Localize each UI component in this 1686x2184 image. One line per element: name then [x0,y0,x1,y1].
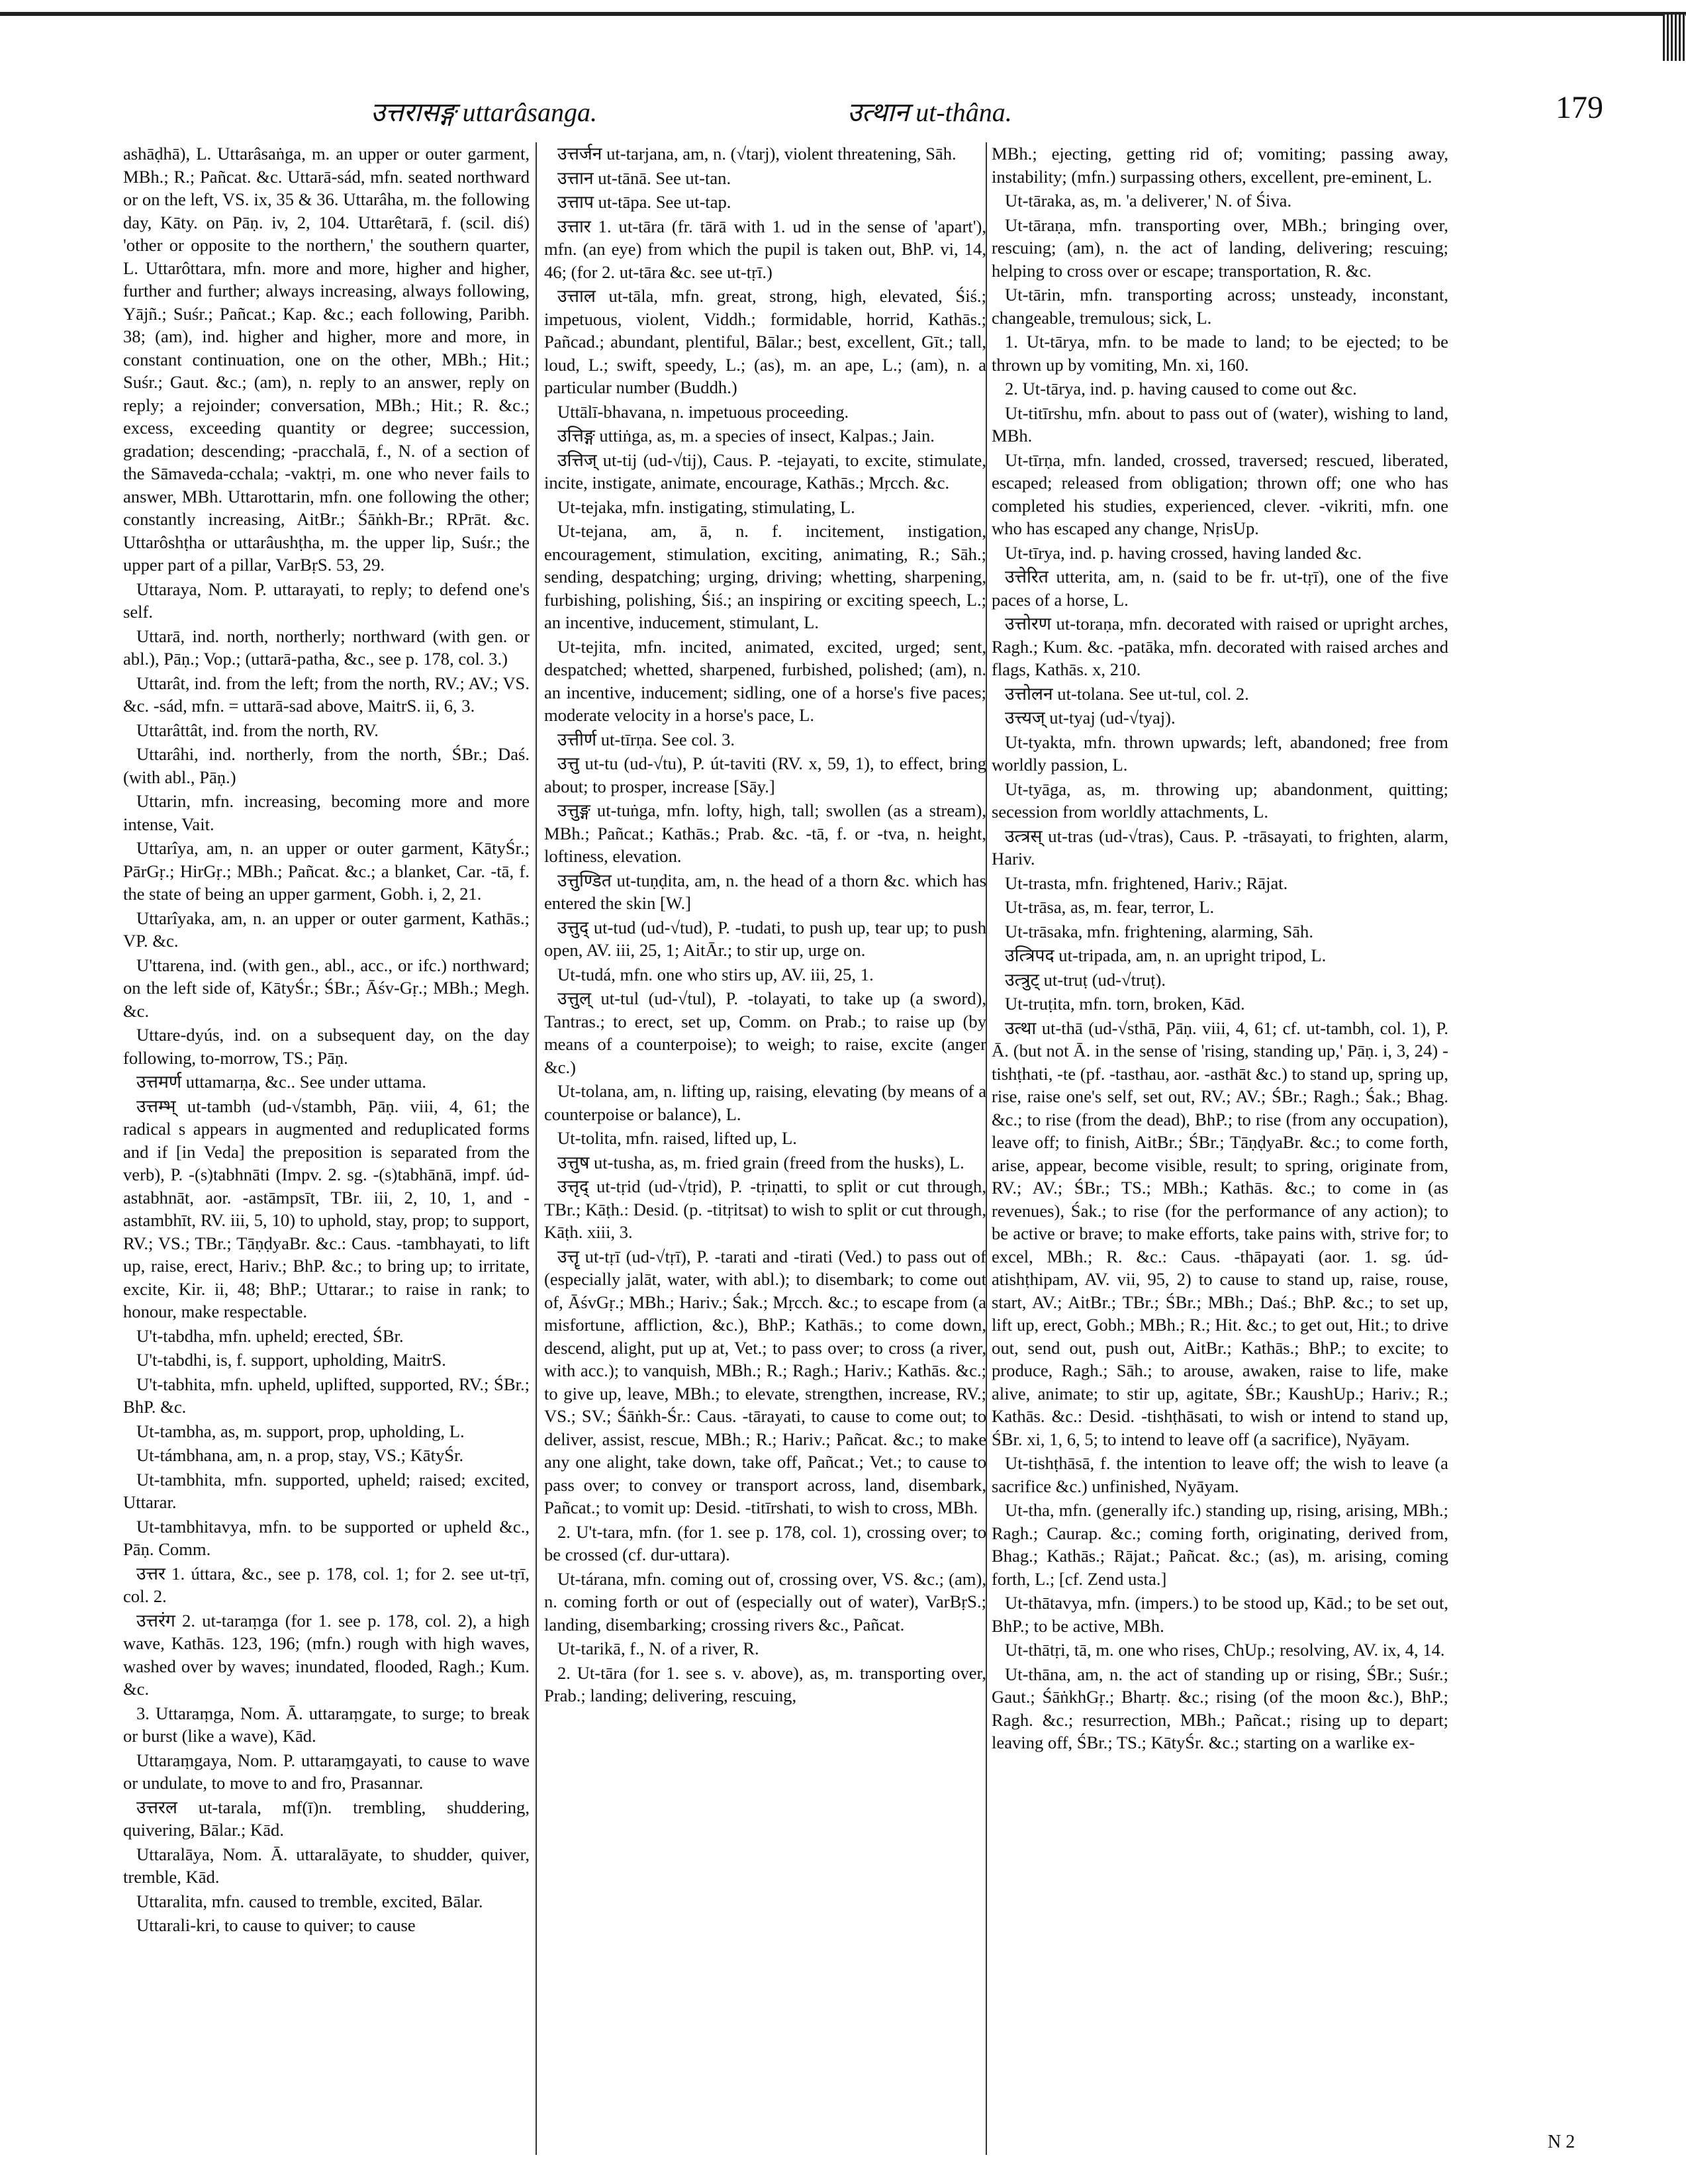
dictionary-entry: Ut-tāraka, as, m. 'a deliverer,' N. of Śiva. [1005,191,1292,211]
dictionary-entry: Ut-trasta, mfn. frightened, Hariv.; Rājat. [1005,873,1288,893]
dictionary-entry: Uttarā, ind. north, northerly; northward (with gen. or abl.), Pāṇ.; Vop.; (uttarā-patha, &c., see p. 178, col. 3.) [123,626,530,669]
dictionary-entry: उत्तोलन ut-tolana. See ut-tul, col. 2. [1005,683,1249,704]
dictionary-entry: Uttarîyaka, am, n. an upper or outer garment, Kathās.; VP. &c. [123,908,530,951]
dictionary-entry: Uttaraya, Nom. P. uttarayati, to reply; to defend one's self. [123,579,530,622]
dictionary-entry: ashāḍhā), L. Uttarâsaṅga, m. an upper or outer garment, MBh.; R.; Pañcat. &c. Uttarā-sád, mfn. seated northward or on the left, VS. ix, 35 & 36. Uttarâha, m. the following day, Kāty. on Pāṇ. iv, 2, 104. Uttarêtarā, f. (scil. diś) 'other or opposite to the northern,' the southern quarter, L. Uttarôttara, mfn. more and more, higher and higher, further and further; always increasing, always following, Yājñ.; Suśr.; Pañcat.; Kap. &c.; each following, Paribh. 38; (am), ind. higher and higher, more and more, in constant continuation, one on the other, MBh.; Hit.; Suśr.; Gaut. &c.; (am), n. reply to an answer, reply on reply; a rejoinder; conversation, MBh.; Hit.; R. &c.; excess, exceeding quantity or degree; succession, gradation; descending; -pracchalā, f., N. of a section of the Sāmaveda-cchala; -vaktṛi, m. one who never fails to answer, MBh. Uttarottarin, mfn. one following the other; constantly increasing, AitBr.; Śāṅkh-Br.; RPrāt. &c. Uttarôshṭha or uttarâushṭha, m. the upper lip, Suśr.; the upper part of a pillar, VarBṛS. 53, 29. [123,144,530,575]
dictionary-entry: Ut-tárana, mfn. coming out of, crossing over, VS. &c.; (am), n. coming forth or out of (especially out of water), VarBṛS.; landing, disembarking; crossing rivers &c., Pañcat. [544,1568,986,1635]
dictionary-entry: Ut-tejana, am, ā, n. f. incitement, instigation, encouragement, stimulation, exciting, animating, R.; Sāh.; sending, despatching; urging, driving; whetting, sharpening, furbishing, polishing, Śiś.; an inspiring or exciting speech, L.; an incentive, inducement, stimulant, L. [544,521,986,632]
dictionary-entry: U't-tabdha, mfn. upheld; erected, ŚBr. [136,1325,404,1346]
dictionary-entry: Uttaraṃgaya, Nom. P. uttaraṃgayati, to cause to wave or undulate, to move to and fro, Prasannar. [123,1750,530,1793]
dictionary-entry: उत्तुद् ut-tud (ud-√tud), P. -tudati, to push up, tear up; to push open, AV. iii, 25, 1; AitĀr.; to stir up, urge on. [544,917,986,960]
dictionary-entry: उत्तृद् ut-tṛid (ud-√tṛid), P. -tṛiṇatti, to split or cut through, TBr.; Kāṭh.: Desid. (p. -titṛitsat) to wish to split or cut through, Kāṭh. xiii, 3. [544,1176,986,1242]
dictionary-entry: उत्तम्भ् ut-tambh (ud-√stambh, Pāṇ. viii, 4, 61; the radical s appears in augmented and reduplicated forms and if [in Veda] the preposition is separated from the verb), P. -(s)tabhnāti (Impv. 2. sg. -(s)tabhānā, impf. úd-astabhnāt, aor. -astāmpsīt, TBr. iii, 2, 10, 1, and -astambhīt, RV. iii, 5, 10) to uphold, stay, prop; to support, RV.; VS.; TBr.; TāṇḍyaBr. &c.: Caus. -tambhayati, to lift up, raise, erect, Hariv.; BhP. &c.; to bring up; to irritate, excite, Kir. ii, 48; BhP.; Uttarar.; to raise in rank; to honour, make respectable. [123,1096,530,1321]
edge-scan-mark [1663,15,1685,61]
dictionary-entry: Ut-trāsa, as, m. fear, terror, L. [1005,897,1215,917]
dictionary-entry: उत्त्रस् ut-tras (ud-√tras), Caus. P. -trāsayati, to frighten, alarm, Hariv. [992,826,1448,869]
dictionary-entry: 1. Ut-tārya, mfn. to be made to land; to be ejected; to be thrown up by vomiting, Mn. xi, 160. [992,332,1448,375]
column-2-entries [544,142,986,1707]
dictionary-entry: Ut-támbhana, am, n. a prop, stay, VS.; KātyŚr. [136,1445,464,1465]
dictionary-entry: Ut-tarikā, f., N. of a river, R. [557,1638,759,1658]
dictionary-entry: Ut-tārin, mfn. transporting across; unsteady, inconstant, changeable, tremulous; sick, L. [992,285,1448,328]
dictionary-entry: Ut-tolana, am, n. lifting up, raising, elevating (by means of a counterpoise or balance), L. [544,1081,986,1124]
dictionary-entry: Ut-thātavya, mfn. (impers.) to be stood up, Kād.; to be set out, BhP.; to be active, MBh. [992,1593,1448,1636]
dictionary-entry: उत्त्रुट् ut-truṭ (ud-√truṭ). [1005,969,1166,990]
dictionary-entry: उत्था ut-thā (ud-√sthā, Pāṇ. viii, 4, 61; cf. ut-tambh, col. 1), P. Ā. (but not Ā. in the sense of 'rising, standing up,' Pāṇ. i, 3, 24) -tishṭhati, -te (pf. -tasthau, aor. -asthāt &c.) to stand up, spring up, rise, raise one's self, set out, RV.; AV.; ŚBr.; Ragh.; Śak.; Bhag. &c.; to rise (from the dead), BhP.; to rise (from any occupation), leave off; to finish, AitBr.; ŚBr.; TāṇḍyaBr. &c.; to come forth, arise, appear, become visible, result; to spring, originate from, RV.; AV.; ŚBr.; TS.; MBh.; Kathās. &c.; to come in (as revenues), Śak.; to rise (for the performance of any action); to be active or brave; to make efforts, take pains with, strive for; to excel, MBh.; R. &c.: Caus. -thāpayati (aor. 1. sg. úd-atishṭhipam, AV. vii, 95, 2) to cause to stand up, raise, rouse, start, AV.; AitBr.; TBr.; ŚBr.; MBh.; Daś.; BhP. &c.; to set up, lift up, erect, Gobh.; MBh.; R.; Hit. &c.; to get out, Hit.; to drive out, send out, push out, AitBr.; Kathās.; BhP.; to excite; to produce, Ragh.; Sāh.; to arouse, awaken, raise to life, make alive, animate; to stir up, agitate, ŚBr.; KaushUp.; Hariv.; R.; Kathās. &c.: Desid. -tishṭhāsati, to wish or intend to stand up, ŚBr. xi, 1, 6, 5; to intend to leave off (a sacrifice), Nyāyam. [992,1018,1448,1449]
dictionary-entry: 2. U't-tara, mfn. (for 1. see p. 178, col. 1), crossing over; to be crossed (cf. dur-uttara). [544,1521,986,1564]
dictionary-entry: उत्तेरित utterita, am, n. (said to be fr. ut-tṛī), one of the five paces of a horse, L. [992,567,1448,610]
dictionary-entry: Ut-tīrṇa, mfn. landed, crossed, traversed; rescued, liberated, escaped; released from obligation; thrown off; one who has completed his studies, experienced, clever. -vikriti, mfn. one who has escaped any change, NṛisUp. [992,450,1448,538]
dictionary-entry: उत्ताल ut-tāla, mfn. great, strong, high, elevated, Śiś.; impetuous, violent, Viddh.; formidable, horrid, Kathās.; Pañcad.; abundant, plentiful, Bālar.; best, excellent, Gīt.; tall, loud, L.; swift, speedy, L.; (as), m. an ape, L.; (am), n. a particular number (Buddh.) [544,286,986,397]
column-1 [123,142,530,1938]
dictionary-entry: U'ttarena, ind. (with gen., abl., acc., or ifc.) northward; on the left side of, KātyŚr.; ŚBr.; Āśv-Gṛ.; MBh.; Megh. &c. [123,955,530,1021]
dictionary-entry: 2. Ut-tārya, ind. p. having caused to come out &c. [1005,379,1357,399]
dictionary-entry: Ut-tyakta, mfn. thrown upwards; left, abandoned; free from worldly passion, L. [992,732,1448,775]
dictionary-entry: Ut-truṭita, mfn. torn, broken, Kād. [1005,994,1245,1014]
dictionary-entry: U't-tabdhi, is, f. support, upholding, MaitrS. [136,1350,446,1370]
dictionary-entry: उत्तु ut-tu (ud-√tu), P. út-taviti (RV. x, 59, 1), to effect, bring about; to prosper, increase [Sāy.] [544,753,986,796]
dictionary-entry: उत्त्यज् ut-tyaj (ud-√tyaj). [1005,708,1176,728]
dictionary-entry: Ut-tishṭhāsā, f. the intention to leave off; the wish to leave (a sacrifice &c.) unfinished, Nyāyam. [992,1453,1448,1496]
signature-mark: N 2 [1548,2132,1575,2152]
dictionary-entry: उत्तर 1. úttara, &c., see p. 178, col. 1; for 2. see ut-tṛī, col. 2. [123,1563,530,1606]
column-3 [992,142,1448,1756]
dictionary-entry: 3. Uttaraṃga, Nom. Ā. uttaraṃgate, to surge; to break or burst (like a wave), Kād. [123,1703,530,1746]
dictionary-entry: Ut-tha, mfn. (generally ifc.) standing up, rising, arising, MBh.; Ragh.; Caurap. &c.; coming forth, originating, derived from, Bhag.; Kathās.; Rājat.; Pañcat. &c.; (as), m. arising, coming forth, L.; [cf. Zend usta.] [992,1500,1448,1589]
column-3-entries [992,142,1448,1754]
dictionary-entry: Ut-tambhitavya, mfn. to be supported or upheld &c., Pāṇ. Comm. [123,1516,530,1559]
dictionary-entry: उत्तुण्डित ut-tuṇḍita, am, n. the head of a thorn &c. which has entered the skin [W.] [544,870,986,913]
dictionary-entry: U't-tabhita, mfn. upheld, uplifted, supported, RV.; ŚBr.; BhP. &c. [123,1374,530,1417]
dictionary-entry: उत्तुष ut-tusha, as, m. fried grain (freed from the husks), L. [557,1152,964,1172]
dictionary-entry: Uttarât, ind. from the left; from the north, RV.; AV.; VS. &c. -sád, mfn. = uttarā-sad above, MaitrS. ii, 6, 3. [123,673,530,716]
dictionary-entry: Ut-trāsaka, mfn. frightening, alarming, Sāh. [1005,921,1314,941]
dictionary-entry: Uttarali-kri, to cause to quiver; to cause [136,1915,416,1935]
column-2 [544,142,986,1709]
dictionary-entry: Uttare-dyús, ind. on a subsequent day, on the day following, to-morrow, TS.; Pāṇ. [123,1025,530,1068]
dictionary-entry: Uttarîya, am, n. an upper or outer garment, KātyŚr.; PārGṛ.; HirGṛ.; MBh.; Pañcat. &c.; a blanket, Car. -tā, f. the state of being an upper garment, Gobh. i, 2, 21. [123,838,530,904]
dictionary-entry: उत्तॄ ut-tṛī (ud-√tṛī), P. -tarati and -tirati (Ved.) to pass out of (especially jalāt, water, with abl.); to disembark; to come out of, ĀśvGṛ.; MBh.; Hariv.; Śak.; Mṛcch. &c.; to escape from (a misfortune, affliction, &c.), BhP.; Kathās.; to come down, descend, alight, put up at, Vet.; to pass over; to cross (a river, with acc.); to vanquish, MBh.; R.; Ragh.; Hariv.; Kathās. &c.; to give up, leave, MBh.; to elevate, strengthen, increase, RV.; VS.; SV.; Śāṅkh-Śr.: Caus. -tārayati, to cause to come out; to deliver, assist, rescue, MBh.; R.; Hariv.; Pañcat. &c.; to make any one alight, take down, take off, Pañcat.; Vet.; to cause to pass over; to convey or transport across, land, disembark, Pañcat.; to vomit up: Desid. -titīrshati, to wish to cross, MBh. [544,1246,986,1517]
dictionary-entry: उत्तुल् ut-tul (ud-√tul), P. -tolayati, to take up (a sword), Tantras.; to erect, set up, Comm. on Prab.; to raise up (by means of a counterpoise); to weigh; to raise, excite (anger &c.) [544,988,986,1077]
dictionary-entry: Ut-tejaka, mfn. instigating, stimulating, L. [557,497,855,517]
dictionary-entry: उत्तरंग 2. ut-taraṃga (for 1. see p. 178, col. 2), a high wave, Kathās. 123, 196; (mfn.) rough with high waves, washed over by waves; inundated, flooded, Ragh.; Kum. &c. [123,1610,530,1699]
dictionary-entry: 2. Ut-tāra (for 1. see s. v. above), as, m. transporting over, Prab.; landing; delivering, rescuing, [544,1662,986,1705]
dictionary-entry: उत्तोरण ut-toraṇa, mfn. decorated with raised or upright arches, Ragh.; Kum. &c. -patāka, mfn. decorated with raised arches and flags, Kathās. x, 210. [992,614,1448,679]
header-center-guideword: उत्थान ut-thâna. [847,97,1012,127]
dictionary-entry: Ut-tolita, mfn. raised, lifted up, L. [557,1128,797,1148]
dictionary-entry: उत्तिज् ut-tij (ud-√tij), Caus. P. -tejayati, to excite, stimulate, incite, instigate, animate, encourage, Kathās.; Mṛcch. &c. [544,450,986,493]
header-left-guideword: उत्तरासङ्ग uttarâsanga. [371,97,597,127]
dictionary-entry: उत्तर्जन ut-tarjana, am, n. (√tarj), violent threatening, Sāh. [557,144,957,164]
dictionary-entry: Ut-tambhita, mfn. supported, upheld; raised; excited, Uttarar. [123,1469,530,1512]
dictionary-entry: Ut-tyāga, as, m. throwing up; abandonment, quitting; secession from worldly attachments, L. [992,779,1448,822]
column-1-entries [123,142,530,1937]
dictionary-entry: Uttarin, mfn. increasing, becoming more and more intense, Vait. [123,791,530,834]
dictionary-entry: Ut-tambha, as, m. support, prop, upholding, L. [136,1421,465,1441]
dictionary-entry: उत्तुङ्ग ut-tuṅga, mfn. lofty, high, tall; swollen (as a stream), MBh.; Pañcat.; Kathās.; Prab. &c. -tā, f. or -tva, n. height, loftiness, elevation. [544,800,986,866]
dictionary-entry: Ut-tudá, mfn. one who stirs up, AV. iii, 25, 1. [557,964,874,984]
dictionary-entry: Uttaralita, mfn. caused to tremble, excited, Bālar. [136,1891,483,1911]
dictionary-entry: Ut-tāraṇa, mfn. transporting over, MBh.; bringing over, rescuing; (am), n. the act of landing, delivering; rescuing; helping to cross over or escape; transportation, R. &c. [992,214,1448,281]
dictionary-entry: उत्तमर्ण uttamarṇa, &c.. See under uttama. [136,1072,427,1092]
dictionary-entry: Ut-titīrshu, mfn. about to pass out of (water), wishing to land, MBh. [992,403,1448,446]
dictionary-entry: Uttarâttât, ind. from the north, RV. [136,720,379,740]
dictionary-entry: उत्ताप ut-tāpa. See ut-tap. [557,192,731,212]
dictionary-entry: MBh.; ejecting, getting rid of; vomiting; passing away, instability; (mfn.) surpassing others, excellent, pre-eminent, L. [992,144,1448,187]
dictionary-entry: उत्तिङ्ग uttiṅga, as, m. a species of insect, Kalpas.; Jain. [557,426,935,446]
dictionary-entry: उत्तीर्ण ut-tīrṇa. See col. 3. [557,729,735,749]
dictionary-entry: उत्तरल ut-tarala, mf(ī)n. trembling, shuddering, quivering, Bālar.; Kād. [123,1797,530,1840]
column-rule-1 [536,142,537,2155]
dictionary-entry: उत्तार 1. ut-tāra (fr. tārā with 1. ud in the sense of 'apart'), mfn. (an eye) from which the pupil is taken out, BhP. vi, 14, 46; (for 2. ut-tāra &c. see ut-tṛī.) [544,216,986,282]
dictionary-entry: Ut-tejita, mfn. incited, animated, excited, urged; sent, despatched; whetted, sharpened, furbished, polished; (am), n. an incentive, inducement; sidling, one of a horse's five paces; moderate velocity in a horse's pace, L. [544,636,986,725]
dictionary-entry: Uttarâhi, ind. northerly, from the north, ŚBr.; Daś. (with abl., Pāṇ.) [123,744,530,787]
dictionary-entry: उत्त्रिपद ut-tripada, am, n. an upright tripod, L. [1005,945,1327,965]
page-number: 179 [1556,90,1603,125]
top-border-line [0,12,1686,16]
dictionary-entry: Ut-tīrya, ind. p. having crossed, having landed &c. [1005,542,1362,563]
dictionary-entry: Ut-thātṛi, tā, m. one who rises, ChUp.; resolving, AV. ix, 4, 14. [1005,1640,1445,1660]
dictionary-entry: Ut-thāna, am, n. the act of standing up or rising, ŚBr.; Suśr.; Gaut.; ŚāṅkhGṛ.; Bhartṛ. &c.; rising (of the moon &c.), BhP.; Ragh. &c.; resurrection, MBh.; Pañcat.; rising up to depart; leaving off, ŚBr.; TS.; KātyŚr. &c.; starting on a warlike ex- [992,1664,1448,1752]
dictionary-entry: उत्तान ut-tānā. See ut-tan. [557,167,731,188]
dictionary-entry: Uttaralāya, Nom. Ā. uttaralāyate, to shudder, quiver, tremble, Kād. [123,1844,530,1887]
dictionary-entry: Uttālī-bhavana, n. impetuous proceeding. [557,401,849,422]
